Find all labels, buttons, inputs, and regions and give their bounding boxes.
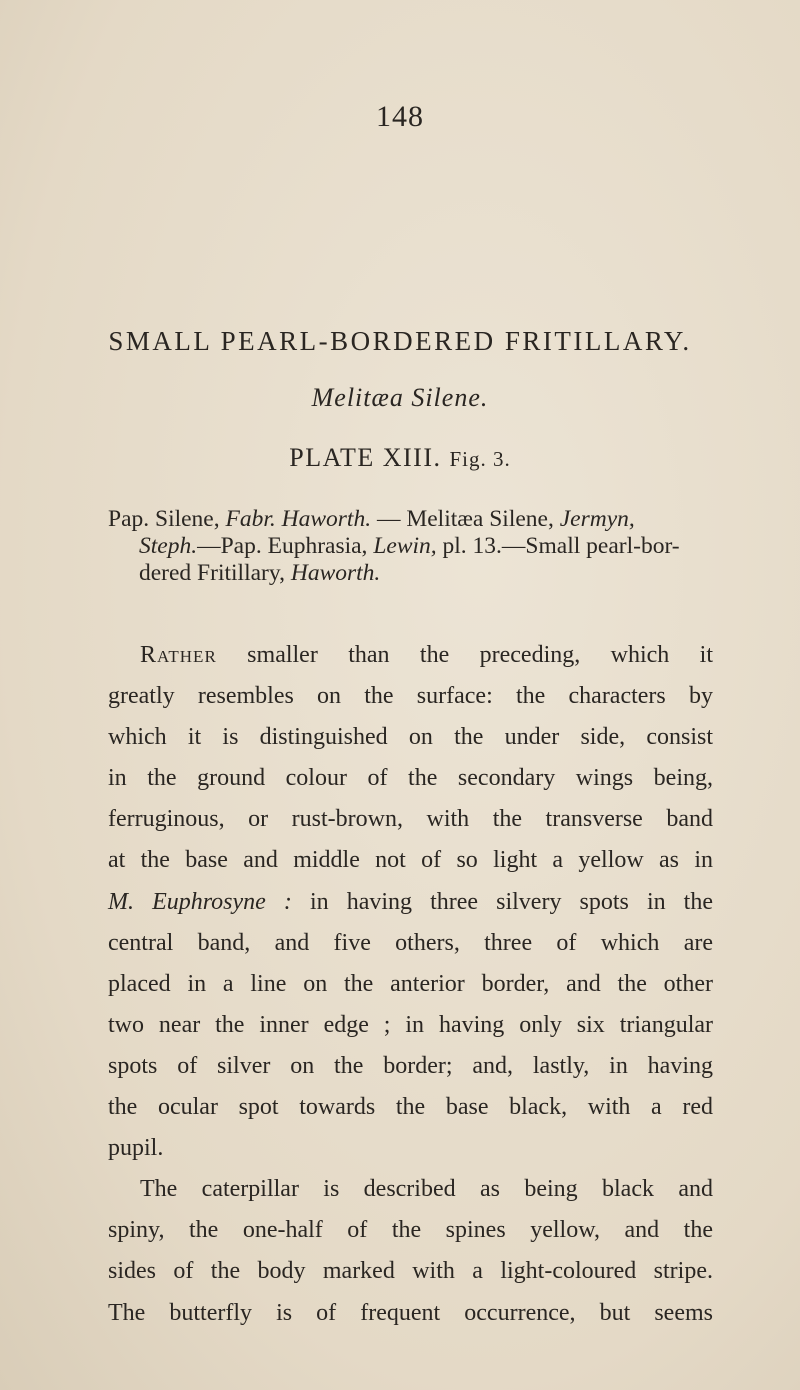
text-run: Fabr. Haworth. [225,506,372,532]
text-line [108,1293,713,1334]
text-run: in having three silvery spots in the [291,888,713,915]
text-line [108,1169,713,1210]
plate-label: PLATE XIII. [289,443,442,472]
text-run: pupil. [108,1135,164,1162]
text-run: Lewin, [373,533,437,559]
text-run: greatly resembles on the surface: the characters by [108,683,713,710]
text-run: which it is distinguished on the under side, consist [108,724,713,751]
text-line [108,964,713,1005]
text-run: smaller than the preceding, which it [216,642,713,668]
synonymy-line [108,560,708,587]
text-run: sides of the body marked with a light-coloured stripe. [108,1258,713,1285]
text-run: Haworth. [290,560,381,586]
text-line [108,1128,713,1169]
text-line [108,1087,713,1128]
text-run: spiny, the one-half of the spines yellow, and the [108,1217,713,1244]
description-paragraphs [108,635,713,1334]
plate-reference [0,443,800,473]
synonymy-paragraph [108,506,708,587]
text-run: dered Fritillary, [139,560,291,586]
text-line [108,1005,713,1046]
text-run: spots of silver on the border; and, lastly, in having [108,1052,713,1079]
figure-label: Fig. 3. [449,447,511,471]
text-run: Rather [140,642,217,668]
species-latin-name: Melitæa Silene. [311,383,489,412]
text-line [108,799,713,840]
text-line [108,1210,713,1251]
species-common-name-title: SMALL PEARL-BORDERED FRITILLARY. [108,326,692,356]
text-run: The caterpillar is described as being black and [140,1176,713,1203]
text-run: central band, and five others, three of which are [108,929,713,956]
text-run: Pap. Silene, [108,506,226,532]
text-line [108,882,713,923]
text-line [108,923,713,964]
text-run: Steph. [139,533,198,559]
text-run: placed in a line on the anterior border, and the other [108,970,713,997]
text-line [108,1046,713,1087]
text-run: pl. 13.—Small pearl-bor- [436,533,680,559]
text-line [108,840,713,881]
text-run: — Melitæa Silene, [371,506,560,532]
text-run: at the base and middle not of so light a yellow as in [108,847,713,874]
text-run: —Pap. Euphrasia, [197,533,374,559]
text-run: ferruginous, or rust-brown, with the transverse band [108,806,713,833]
text-run: in the ground colour of the secondary wings being, [108,765,713,792]
text-line [108,635,713,676]
text-line [108,758,713,799]
text-line [108,1251,713,1292]
text-line [108,717,713,758]
text-run: Jermyn, [559,506,635,532]
text-run: the ocular spot towards the base black, with a red [108,1094,713,1121]
text-line [108,676,713,717]
synonymy-line [108,533,708,560]
text-run: M. Euphrosyne : [108,888,292,915]
text-run: The butterfly is of frequent occurrence, but seems [108,1299,713,1326]
synonymy-line [108,506,708,533]
page-number: 148 [376,100,424,133]
text-run: two near the inner edge ; in having only six triangular [108,1011,713,1038]
